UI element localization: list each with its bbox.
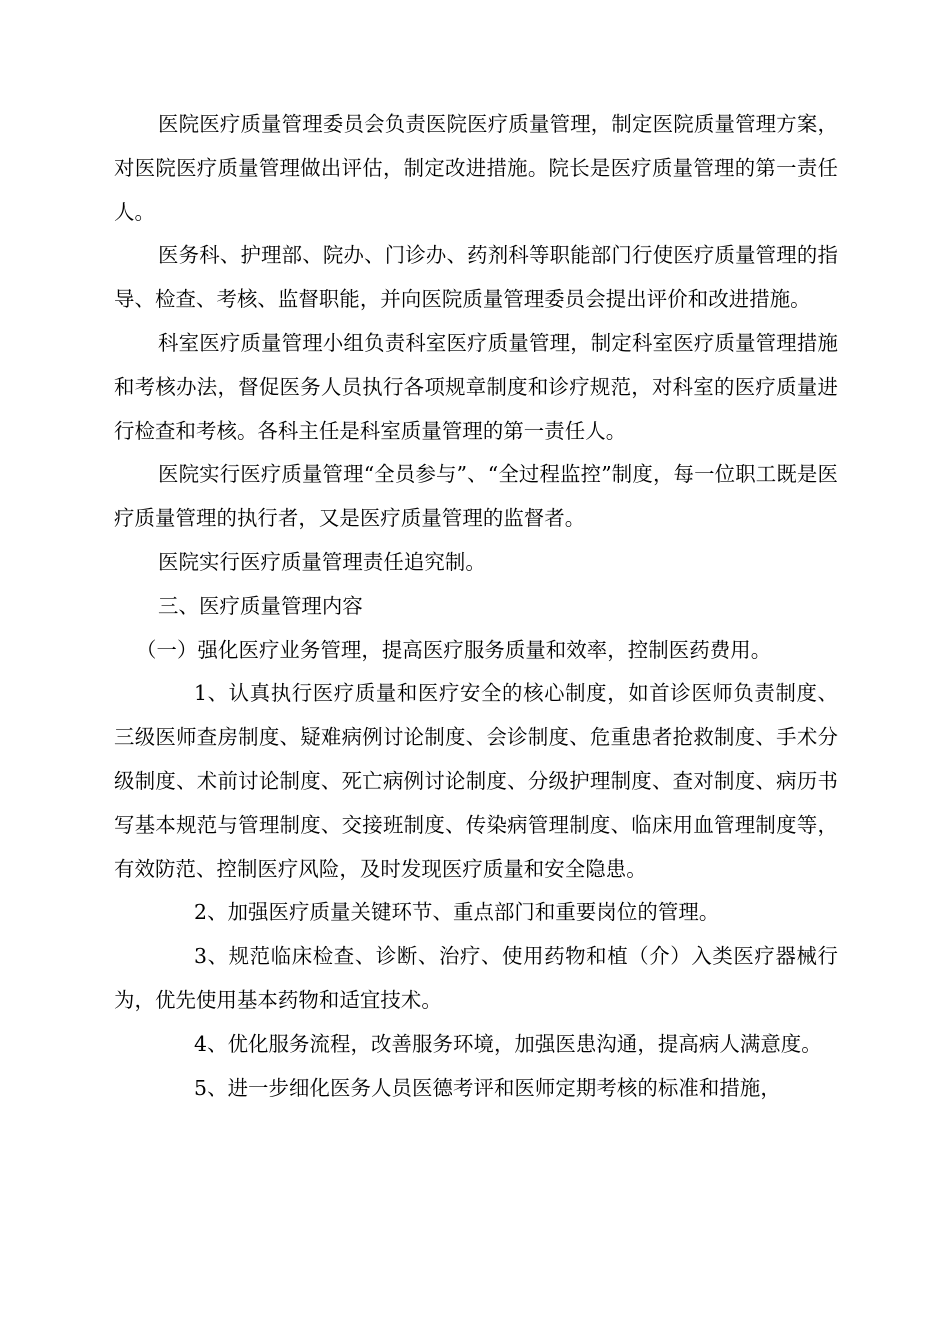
paragraph-full-participation: 医院实行医疗质量管理“全员参与”、“全过程监控”制度，每一位职工既是医疗质量管理的执行者，又是医疗质量管理的监督者。 xyxy=(114,462,838,531)
list-item-2: 2、加强医疗质量关键环节、重点部门和重要岗位的管理。 xyxy=(194,900,720,925)
list-item-5: 5、进一步细化医务人员医德考评和医师定期考核的标准和措施， xyxy=(194,1075,781,1100)
list-item-4: 4、优化服务流程，改善服务环境，加强医患沟通，提高病人满意度。 xyxy=(194,1031,822,1056)
list-item-1: 1、认真执行医疗质量和医疗安全的核心制度，如首诊医师负责制度、三级医师查房制度、疑难病例讨论制度、会诊制度、危重患者抢救制度、手术分级制度、术前讨论制度、死亡病例讨论制度、分级护理制度、查对制度、病历书写基本规范与管理制度、交接班制度、传染病管理制度、临床用血管理制度等，有效防范、控制医疗风险，及时发现医疗质量和安全隐患。 xyxy=(114,681,838,881)
document-page xyxy=(114,103,838,1110)
subsection-heading-one: （一）强化医疗业务管理，提高医疗服务质量和效率，控制医药费用。 xyxy=(136,637,772,662)
list-item-3: 3、规范临床检查、诊断、治疗、使用药物和植（介）入类医疗器械行为，优先使用基本药物和适宜技术。 xyxy=(114,944,838,1012)
paragraph-functional-departments: 医务科、护理部、院办、门诊办、药剂科等职能部门行使医疗质量管理的指导、检查、考核、监督职能，并向医院质量管理委员会提出评价和改进措施。 xyxy=(114,243,838,312)
section-heading-three: 三、医疗质量管理内容 xyxy=(158,593,363,618)
paragraph-accountability: 医院实行医疗质量管理责任追究制。 xyxy=(158,549,486,574)
paragraph-committee-responsibility: 医院医疗质量管理委员会负责医院医疗质量管理，制定医院质量管理方案，对医院医疗质量管理做出评估，制定改进措施。院长是医疗质量管理的第一责任人。 xyxy=(114,112,838,224)
paragraph-department-quality-group: 科室医疗质量管理小组负责科室医疗质量管理，制定科室医疗质量管理措施和考核办法，督促医务人员执行各项规章制度和诊疗规范，对科室的医疗质量进行检查和考核。各科主任是科室质量管理的第一责任人。 xyxy=(114,330,838,443)
